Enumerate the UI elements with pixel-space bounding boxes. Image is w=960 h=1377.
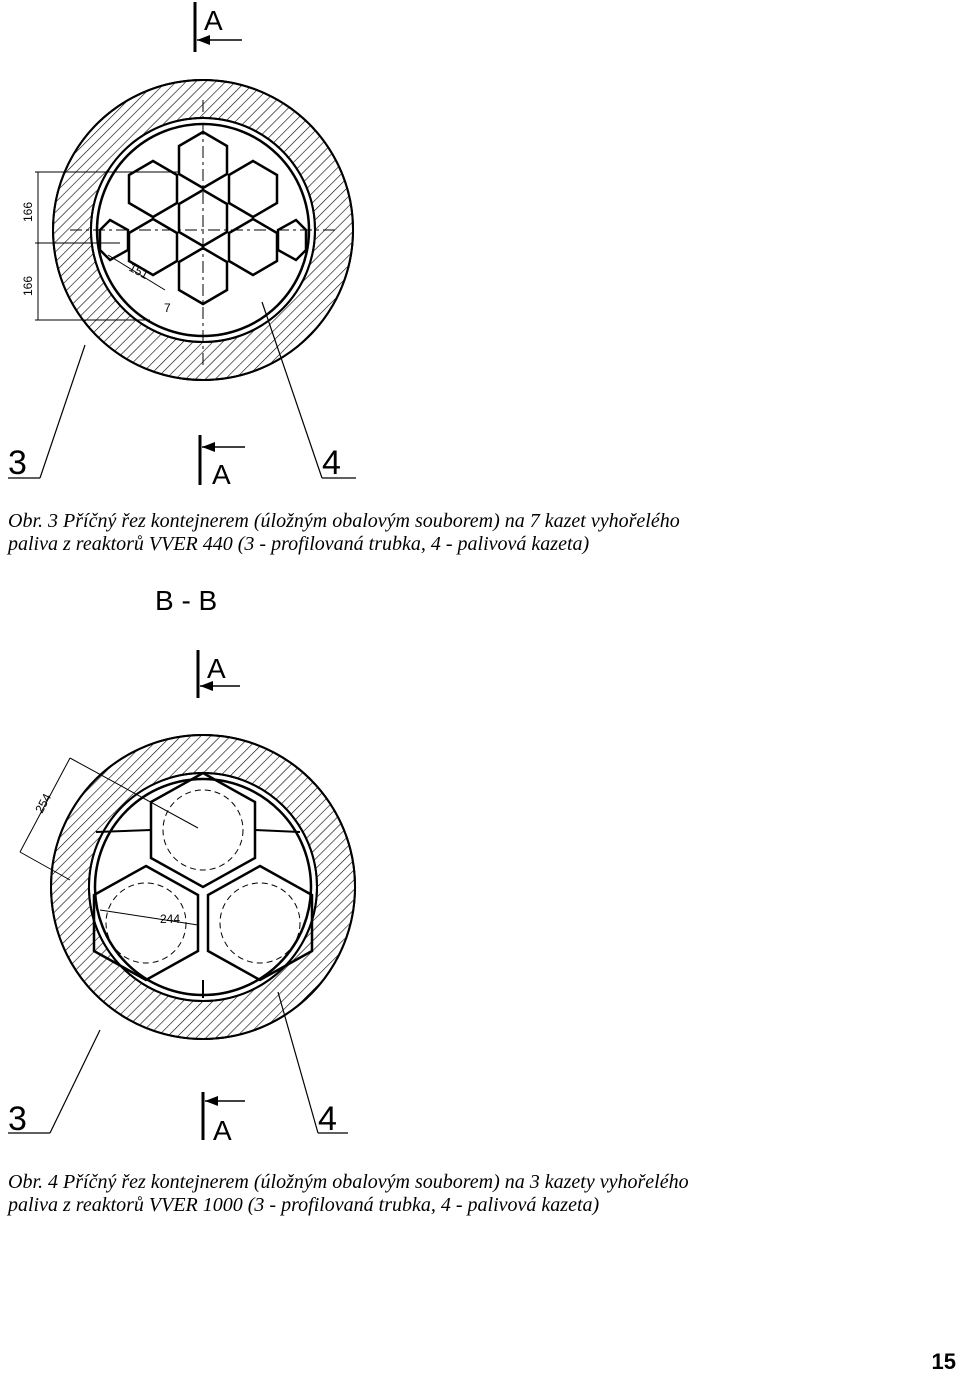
section-label-top: A [204, 5, 223, 36]
figure-4-drawing [0, 580, 420, 1150]
dimension-151: 151 [126, 260, 151, 283]
fuel-assembly-hex [100, 220, 128, 260]
fuel-assembly-hex [229, 219, 277, 275]
assembly-inner-circles [106, 790, 300, 963]
dimension-166-lower: 166 [21, 275, 35, 296]
section-marker-bottom [200, 435, 245, 490]
fuel-assembly-hex [229, 161, 277, 217]
section-marker-top [198, 650, 240, 698]
figure-3-caption: Obr. 3 Příčný řez kontejnerem (úložným obalovým souborem) na 7 kazet vyhořelého paliva z reaktorů VVER 440 (3 - profilovaná trubka, 4 - palivová kazeta) [8, 510, 680, 555]
fuel-assembly-hex [129, 161, 177, 217]
callout-4: 4 [318, 1100, 337, 1138]
page-number: 15 [931, 1349, 956, 1374]
section-marker-bottom [203, 1092, 245, 1146]
section-marker-top [195, 2, 242, 52]
section-label-bottom: A [213, 1115, 232, 1146]
callout-3: 3 [8, 444, 27, 482]
fuel-assemblies [94, 773, 312, 980]
figure-3-drawing [0, 0, 420, 500]
section-label-bottom: A [212, 459, 231, 490]
callout-4: 4 [322, 444, 341, 482]
dimension-254: 254 [32, 791, 55, 816]
dimension-166-upper: 166 [21, 201, 35, 222]
dimension-244: 244 [160, 912, 181, 926]
callout-3: 3 [8, 1100, 27, 1138]
fuel-assembly-hex [278, 220, 306, 260]
section-label-top: A [207, 653, 226, 684]
section-title: B - B [155, 585, 218, 616]
figure-4-caption: Obr. 4 Příčný řez kontejnerem (úložným obalovým souborem) na 3 kazety vyhořelého paliva z reaktorů VVER 1000 (3 - profilovaná trubka, 4 - palivová kazeta) [8, 1171, 689, 1216]
dimension-7: 7 [164, 301, 171, 315]
